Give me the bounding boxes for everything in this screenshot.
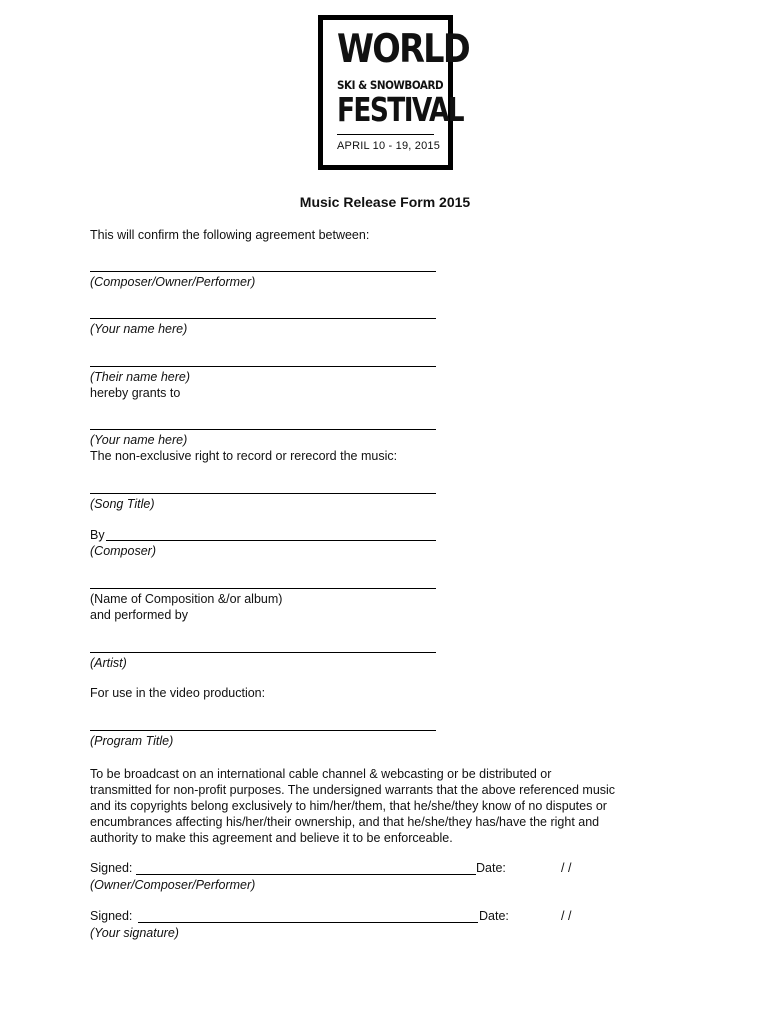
their-name-line[interactable] — [90, 366, 436, 367]
logo-frame — [322, 19, 469, 166]
program-title-label: (Program Title) — [90, 734, 174, 748]
composition-label: (Name of Composition &/or album) — [90, 592, 283, 606]
artist-line[interactable] — [90, 652, 436, 653]
owner-signature-line[interactable] — [136, 874, 476, 875]
video-use-text: For use in the video production: — [90, 686, 266, 700]
signed-label-1: Signed: — [90, 861, 133, 875]
logo-dates: APRIL 10 - 19, 2015 — [337, 140, 441, 152]
paragraph-line: and its copyrights belong exclusively to him/her/them, that he/she/they know of no disputes or — [90, 799, 607, 813]
hereby-grants-text: hereby grants to — [90, 386, 181, 400]
paragraph-line: transmitted for non-profit purposes. The undersigned warrants that the above referenced music — [90, 783, 616, 797]
your-name-line-2[interactable] — [90, 429, 436, 430]
your-name-label-1: (Your name here) — [90, 322, 188, 336]
song-title-label: (Song Title) — [90, 497, 155, 511]
your-signature-line[interactable] — [138, 922, 478, 923]
owner-composer-performer-label: (Owner/Composer/Performer) — [90, 878, 256, 892]
composer-owner-performer-label: (Composer/Owner/Performer) — [90, 275, 256, 289]
your-name-label-2: (Your name here) — [90, 433, 188, 447]
right-statement-text: The non-exclusive right to record or rerecord the music: — [90, 449, 398, 463]
composer-label: (Composer) — [90, 544, 156, 558]
artist-label: (Artist) — [90, 656, 127, 670]
festival-logo — [318, 15, 469, 170]
form-title: Music Release Form 2015 — [299, 194, 471, 210]
paragraph-line: To be broadcast on an international cable channel & webcasting or be distributed or — [90, 767, 552, 781]
date-label-1: Date: — [476, 861, 506, 875]
program-title-line[interactable] — [90, 730, 436, 731]
paragraph-line: encumbrances affecting his/her/their ownership, and that he/she/they has/have the right and — [90, 815, 600, 829]
paragraph-line: authority to make this agreement and believe it to be enforceable. — [90, 831, 453, 845]
composer-line[interactable] — [106, 540, 436, 541]
logo-ski-snowboard-text: SKI & SNOWBOARD — [337, 78, 444, 92]
by-label: By — [90, 528, 105, 542]
date-field-2[interactable]: / / — [561, 909, 572, 923]
your-name-line-1[interactable] — [90, 318, 436, 319]
performed-by-text: and performed by — [90, 608, 188, 622]
logo-divider — [337, 134, 434, 135]
composition-line[interactable] — [90, 588, 436, 589]
their-name-label: (Their name here) — [90, 370, 191, 384]
warranty-paragraph — [90, 766, 680, 846]
logo-world-text: WORLD — [337, 27, 469, 72]
composer-owner-performer-line[interactable] — [90, 271, 436, 272]
date-field-1[interactable]: / / — [561, 861, 572, 875]
intro-text: This will confirm the following agreement between: — [90, 228, 370, 242]
date-label-2: Date: — [479, 909, 509, 923]
song-title-line[interactable] — [90, 493, 436, 494]
your-signature-label: (Your signature) — [90, 926, 179, 940]
logo-festival-text: FESTIVAL — [337, 90, 464, 129]
signed-label-2: Signed: — [90, 909, 133, 923]
